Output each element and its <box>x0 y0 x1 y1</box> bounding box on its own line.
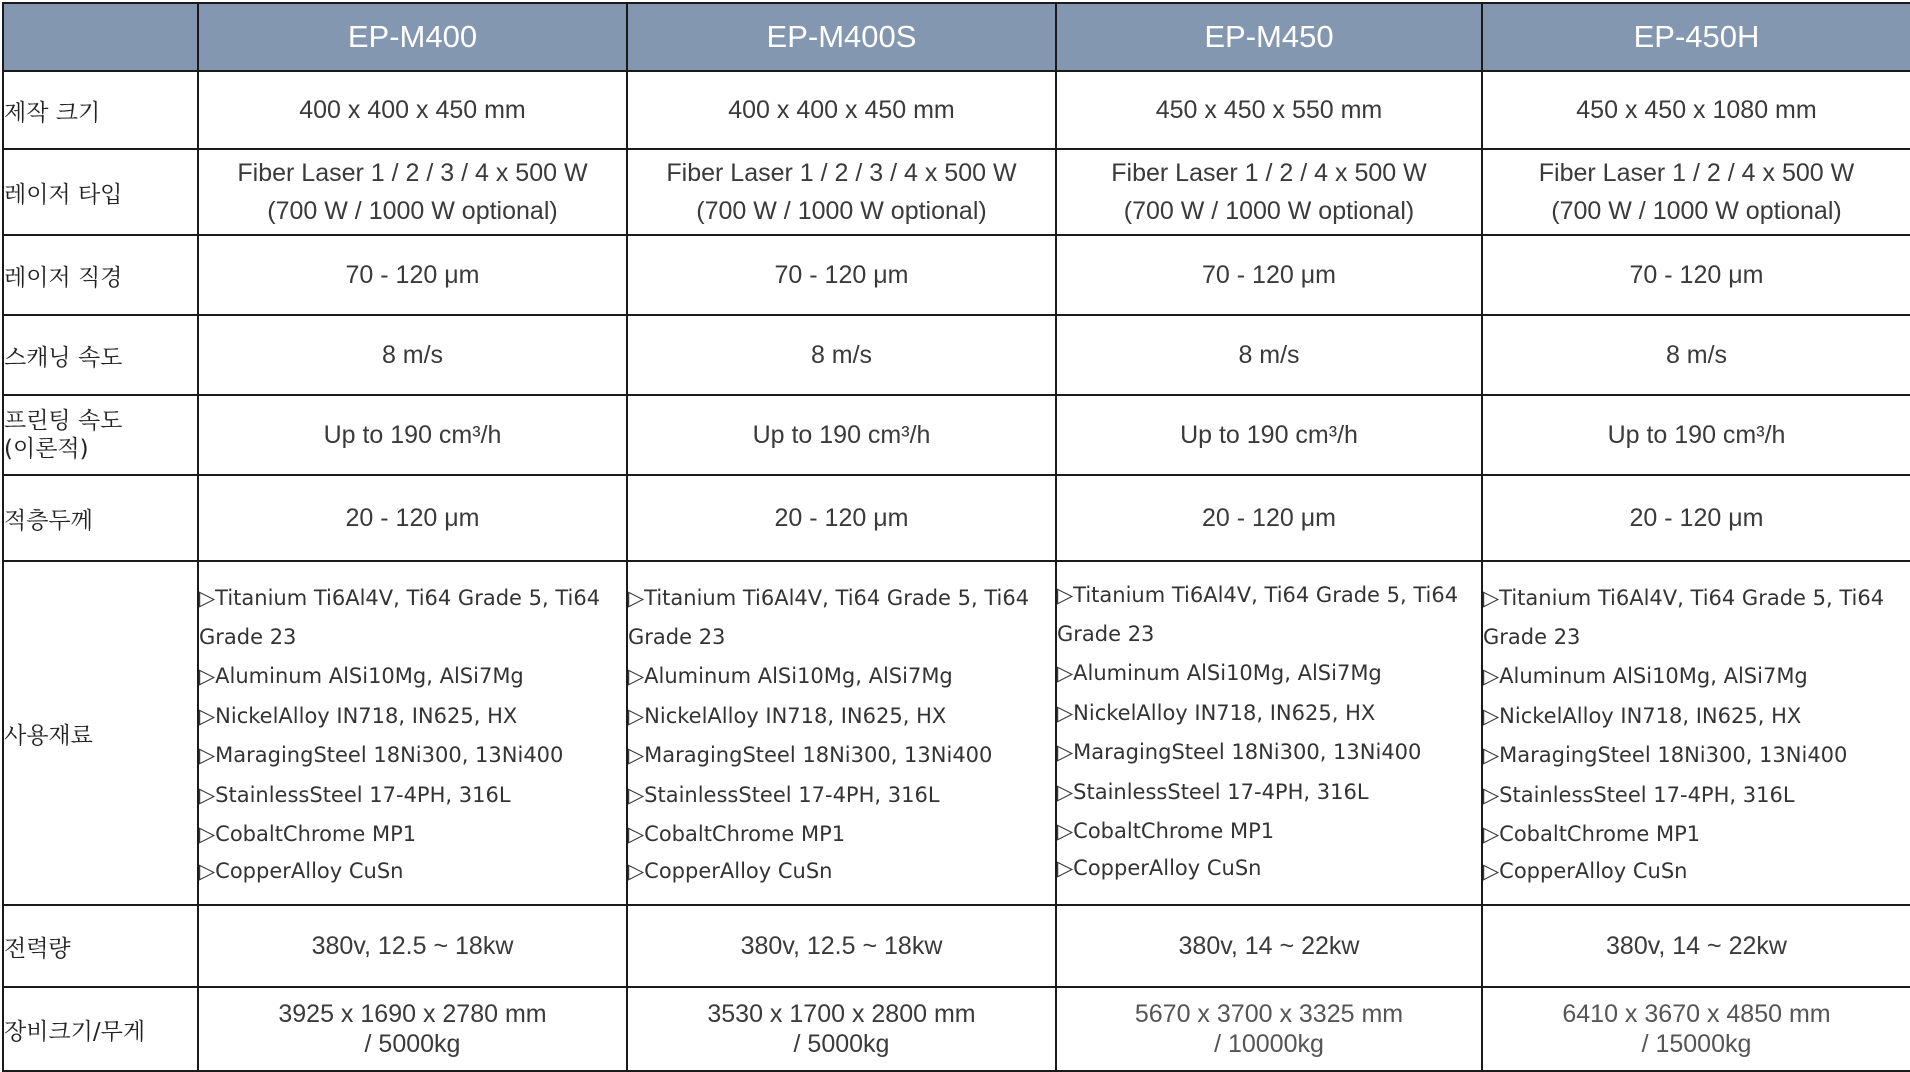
material-item: ▷MaragingSteel 18Ni300, 13Ni400 <box>628 743 993 768</box>
scan-speed-cell: 8 m/s <box>1482 315 1910 395</box>
table-row <box>3 71 1910 149</box>
materials-cell <box>627 561 1056 905</box>
equipment-weight: / 5000kg <box>793 1030 890 1058</box>
material-item: ▷CobaltChrome MP1 <box>628 822 846 847</box>
power-cell: 380v, 12.5 ~ 18kw <box>198 905 627 987</box>
model-header: EP-M450 <box>1056 3 1482 71</box>
material-item: ▷CobaltChrome MP1 <box>1057 819 1275 843</box>
build-size-cell: 450 x 450 x 550 mm <box>1056 71 1482 149</box>
row-label-print-speed <box>3 395 198 475</box>
table-row <box>3 987 1910 1071</box>
materials-cell <box>1056 561 1482 905</box>
material-item: ▷Titanium Ti6Al4V, Ti64 Grade 5, Ti64 Grade 23 <box>1483 586 1885 650</box>
laser-diameter-cell: 70 - 120 μm <box>1056 235 1482 315</box>
material-item: ▷CopperAlloy CuSn <box>199 858 404 883</box>
layer-thickness-cell: 20 - 120 μm <box>627 475 1056 561</box>
material-item: ▷Aluminum AlSi10Mg, AlSi7Mg <box>199 664 524 689</box>
material-item: ▷StainlessSteel 17-4PH, 316L <box>628 782 940 807</box>
print-speed-sublabel: (이론적) <box>4 436 89 462</box>
scan-speed-cell: 8 m/s <box>627 315 1056 395</box>
row-label-laser-diameter: 레이저 직경 <box>3 235 198 315</box>
power-cell: 380v, 12.5 ~ 18kw <box>627 905 1056 987</box>
material-item: ▷CopperAlloy CuSn <box>1057 855 1262 880</box>
table-row <box>3 475 1910 561</box>
table-row <box>3 149 1910 235</box>
table-row <box>3 235 1910 315</box>
table-row <box>3 315 1910 395</box>
material-item: ▷MaragingSteel 18Ni300, 13Ni400 <box>1483 743 1848 768</box>
print-speed-cell: Up to 190 cm³/h <box>1056 395 1482 475</box>
equipment-cell <box>1482 987 1910 1071</box>
laser-diameter-cell: 70 - 120 μm <box>1482 235 1910 315</box>
material-item: ▷MaragingSteel 18Ni300, 13Ni400 <box>1057 740 1422 764</box>
material-item: ▷Titanium Ti6Al4V, Ti64 Grade 5, Ti64 Grade 23 <box>199 586 601 650</box>
materials-cell <box>1482 561 1910 905</box>
material-item: ▷Aluminum AlSi10Mg, AlSi7Mg <box>1483 664 1808 689</box>
equipment-cell <box>627 987 1056 1071</box>
material-item: ▷Aluminum AlSi10Mg, AlSi7Mg <box>628 664 953 689</box>
equipment-size: 3925 x 1690 x 2780 mm <box>278 1000 547 1028</box>
equipment-size: 3530 x 1700 x 2800 mm <box>707 1000 976 1028</box>
equipment-size: 6410 x 3670 x 4850 mm <box>1562 1000 1831 1028</box>
layer-thickness-cell: 20 - 120 μm <box>1482 475 1910 561</box>
material-item: ▷MaragingSteel 18Ni300, 13Ni400 <box>199 743 564 768</box>
print-speed-cell: Up to 190 cm³/h <box>1482 395 1910 475</box>
equipment-size: 5670 x 3700 x 3325 mm <box>1134 1000 1404 1028</box>
build-size-cell: 400 x 400 x 450 mm <box>198 71 627 149</box>
laser-type-cell <box>627 149 1056 235</box>
laser-diameter-cell: 70 - 120 μm <box>198 235 627 315</box>
row-label-build-size: 제작 크기 <box>3 71 198 149</box>
power-cell: 380v, 14 ~ 22kw <box>1056 905 1482 987</box>
laser-type-cell <box>1056 149 1482 235</box>
row-label-scan-speed: 스캐닝 속도 <box>3 315 198 395</box>
table-row <box>3 561 1910 905</box>
laser-type-cell <box>1482 149 1910 235</box>
row-label-materials: 사용재료 <box>3 561 198 905</box>
row-label-laser-type: 레이저 타입 <box>3 149 198 235</box>
equipment-weight: / 5000kg <box>364 1030 461 1058</box>
laser-type-line: Fiber Laser 1 / 2 / 4 x 500 W <box>1538 159 1855 187</box>
material-item: ▷CopperAlloy CuSn <box>628 858 833 883</box>
laser-diameter-cell: 70 - 120 μm <box>627 235 1056 315</box>
power-cell: 380v, 14 ~ 22kw <box>1482 905 1910 987</box>
material-item: ▷CobaltChrome MP1 <box>1483 822 1701 847</box>
equipment-weight: / 10000kg <box>1214 1030 1324 1058</box>
model-header: EP-450H <box>1482 3 1910 71</box>
equipment-cell <box>198 987 627 1071</box>
print-speed-cell: Up to 190 cm³/h <box>198 395 627 475</box>
material-item: ▷NickelAlloy IN718, IN625, HX <box>1057 700 1376 725</box>
equipment-weight: / 15000kg <box>1641 1030 1752 1058</box>
scan-speed-cell: 8 m/s <box>198 315 627 395</box>
equipment-cell <box>1056 987 1482 1071</box>
material-item: ▷StainlessSteel 17-4PH, 316L <box>199 782 511 807</box>
material-item: ▷NickelAlloy IN718, IN625, HX <box>199 703 518 728</box>
header-row <box>3 3 1910 71</box>
material-item: ▷CobaltChrome MP1 <box>199 822 417 847</box>
scan-speed-cell: 8 m/s <box>1056 315 1482 395</box>
model-header: EP-M400S <box>627 3 1056 71</box>
spec-table <box>2 2 1910 1072</box>
laser-type-line: Fiber Laser 1 / 2 / 3 / 4 x 500 W <box>666 159 1017 187</box>
material-item: ▷NickelAlloy IN718, IN625, HX <box>628 703 947 728</box>
laser-type-cell <box>198 149 627 235</box>
material-item: ▷NickelAlloy IN718, IN625, HX <box>1483 703 1802 728</box>
material-item: ▷StainlessSteel 17-4PH, 316L <box>1057 779 1369 804</box>
model-header: EP-M400 <box>198 3 627 71</box>
header-corner <box>3 3 198 71</box>
laser-type-line: Fiber Laser 1 / 2 / 3 / 4 x 500 W <box>237 159 588 187</box>
laser-type-option: (700 W / 1000 W optional) <box>696 197 987 225</box>
laser-type-option: (700 W / 1000 W optional) <box>267 197 558 225</box>
build-size-cell: 450 x 450 x 1080 mm <box>1482 71 1910 149</box>
material-item: ▷Titanium Ti6Al4V, Ti64 Grade 5, Ti64 Grade 23 <box>628 586 1030 650</box>
row-label-layer-thickness: 적층두께 <box>3 475 198 561</box>
material-item: ▷Aluminum AlSi10Mg, AlSi7Mg <box>1057 661 1382 685</box>
laser-type-option: (700 W / 1000 W optional) <box>1123 197 1415 225</box>
print-speed-cell: Up to 190 cm³/h <box>627 395 1056 475</box>
table-row <box>3 905 1910 987</box>
material-item: ▷StainlessSteel 17-4PH, 316L <box>1483 782 1795 807</box>
materials-cell <box>198 561 627 905</box>
row-label-equipment: 장비크기/무게 <box>3 987 198 1071</box>
laser-type-line: Fiber Laser 1 / 2 / 4 x 500 W <box>1111 159 1427 187</box>
build-size-cell: 400 x 400 x 450 mm <box>627 71 1056 149</box>
row-label-power: 전력량 <box>3 905 198 987</box>
material-item: ▷Titanium Ti6Al4V, Ti64 Grade 5, Ti64 Grade 23 <box>1057 583 1459 646</box>
print-speed-label: 프린팅 속도 <box>4 408 123 434</box>
laser-type-option: (700 W / 1000 W optional) <box>1551 197 1842 225</box>
material-item: ▷CopperAlloy CuSn <box>1483 858 1688 883</box>
layer-thickness-cell: 20 - 120 μm <box>198 475 627 561</box>
table-row <box>3 395 1910 475</box>
layer-thickness-cell: 20 - 120 μm <box>1056 475 1482 561</box>
